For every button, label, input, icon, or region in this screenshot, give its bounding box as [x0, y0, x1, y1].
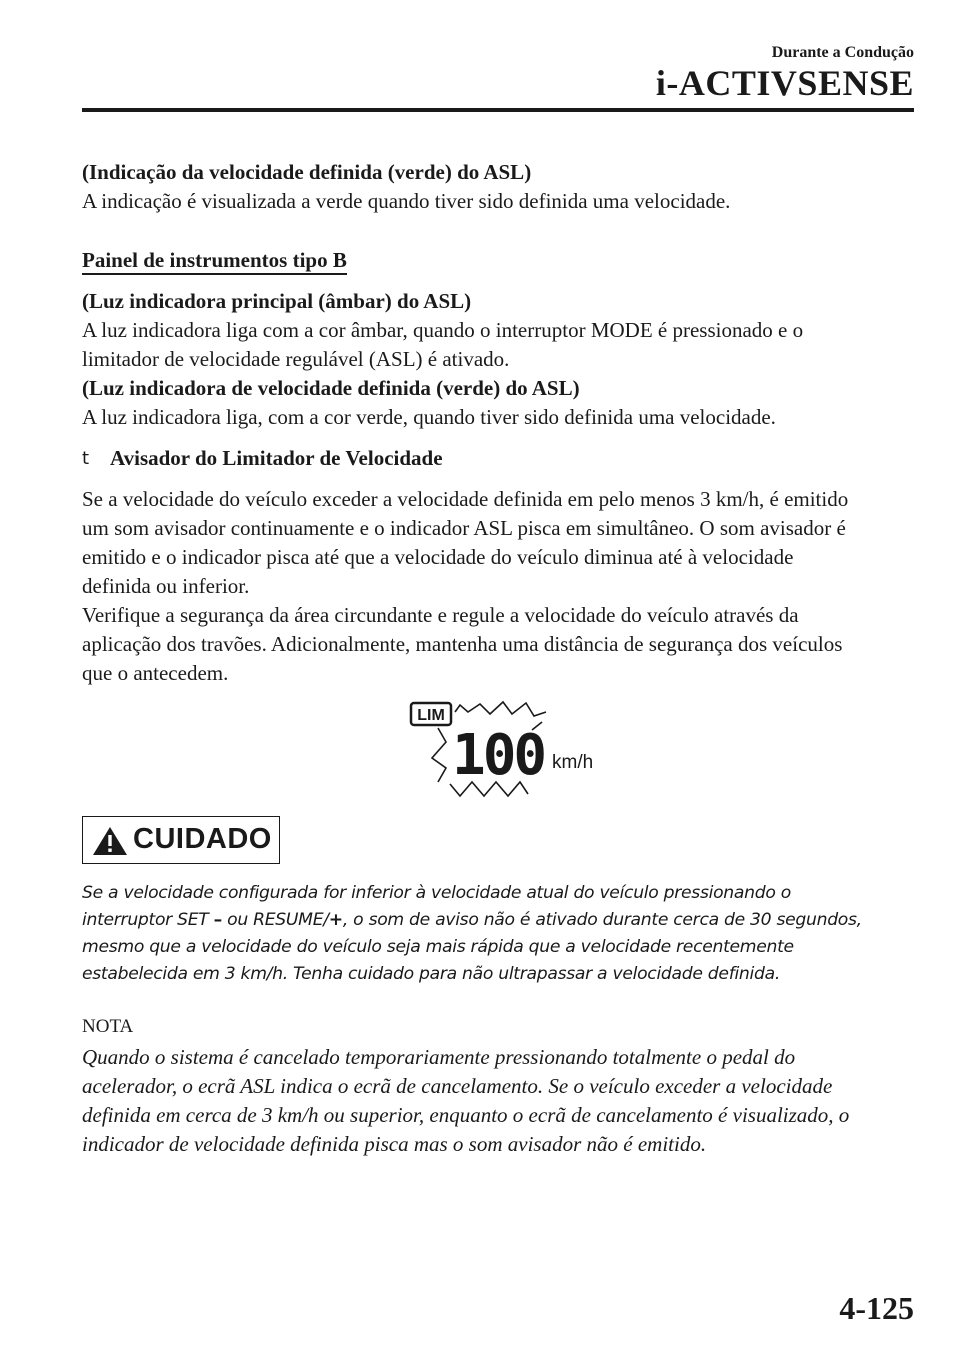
main-content: [82, 158, 908, 688]
speed-unit: km/h: [552, 752, 594, 773]
speed-digits: 100: [452, 723, 545, 788]
header-title: i-ACTIVSENSE: [655, 63, 914, 103]
sub-heading-text: Avisador do Limitador de Velocidade: [110, 446, 443, 470]
body-line-3: definida ou inferior.: [82, 574, 250, 598]
caution-line-2: interruptor SET – ou RESUME/+, o som de aviso não é ativado durante cerca de 30 segundos,: [82, 910, 862, 930]
p3-heading: (Luz indicadora de velocidade definida (verde) do ASL): [82, 376, 580, 400]
body-line-0: Se a velocidade do veículo exceder a velocidade definida em pelo menos 3 km/h, é emitido: [82, 487, 849, 511]
caution-text: [82, 880, 916, 988]
caution-label: CUIDADO: [133, 823, 272, 855]
warning-triangle-icon: [91, 825, 129, 857]
body-line-1: um som avisador continuamente e o indicador ASL pisca em simultâneo. O som avisador é: [82, 516, 846, 540]
minus-icon: –: [213, 910, 222, 930]
p2-text-2: limitador de velocidade regulável (ASL) é ativado.: [82, 347, 510, 371]
body-line-2: emitido e o indicador pisca até que a velocidade do veículo diminua até à velocidade: [82, 545, 794, 569]
p2-text-1: A luz indicadora liga com a cor âmbar, quando o interruptor MODE é pressionado e o: [82, 318, 804, 342]
section-heading-b: Painel de instrumentos tipo B: [82, 247, 347, 275]
p3-text: A luz indicadora liga, com a cor verde, quando tiver sido definida uma velocidade.: [82, 405, 776, 429]
flashing-speed-display-illustration: [408, 700, 608, 800]
note-line-2: definida em cerca de 3 km/h ou superior, enquanto o ecrã de cancelamento é visualizado, o: [82, 1103, 850, 1127]
body-line-5: aplicação dos travões. Adicionalmente, mantenha uma distância de segurança dos veículos: [82, 632, 843, 656]
p1-text: A indicação é visualizada a verde quando tiver sido definida uma velocidade.: [82, 189, 731, 213]
header-section: Durante a Condução: [771, 44, 914, 61]
note-block: [82, 1012, 908, 1159]
body-line-4: Verifique a segurança da área circundante e regule a velocidade do veículo através da: [82, 603, 799, 627]
caution-line-4: estabelecida em 3 km/h. Tenha cuidado para não ultrapassar a velocidade definida.: [82, 964, 780, 984]
caution-box: [82, 816, 280, 864]
caution-line-1: Se a velocidade configurada for inferior à velocidade atual do veículo pressionando o: [82, 883, 791, 903]
p1-heading: (Indicação da velocidade definida (verde) do ASL): [82, 160, 532, 184]
header-rule: [82, 108, 914, 112]
burst-left: [432, 728, 446, 782]
lim-badge-label: LIM: [417, 707, 445, 724]
note-line-1: acelerador, o ecrã ASL indica o ecrã de cancelamento. Se o veículo exceder a velocidade: [82, 1074, 833, 1098]
lim-speed-figure: [408, 700, 608, 800]
sub-heading: [82, 444, 908, 473]
p2-heading: (Luz indicadora principal (âmbar) do ASL): [82, 289, 472, 313]
body-line-6: que o antecedem.: [82, 661, 229, 685]
burst-top: [455, 702, 546, 716]
note-label: NOTA: [82, 1016, 134, 1037]
note-line-0: Quando o sistema é cancelado temporariamente pressionando totalmente o pedal do: [82, 1045, 796, 1069]
bullet-glyph: t: [82, 448, 90, 469]
caution-line-3: mesmo que a velocidade do veículo seja mais rápida que a velocidade recentemente: [82, 937, 794, 957]
page-number: 4-125: [839, 1290, 914, 1326]
plus-icon: +: [328, 910, 343, 930]
note-line-3: indicador de velocidade definida pisca mas o som avisador não é emitido.: [82, 1132, 707, 1156]
